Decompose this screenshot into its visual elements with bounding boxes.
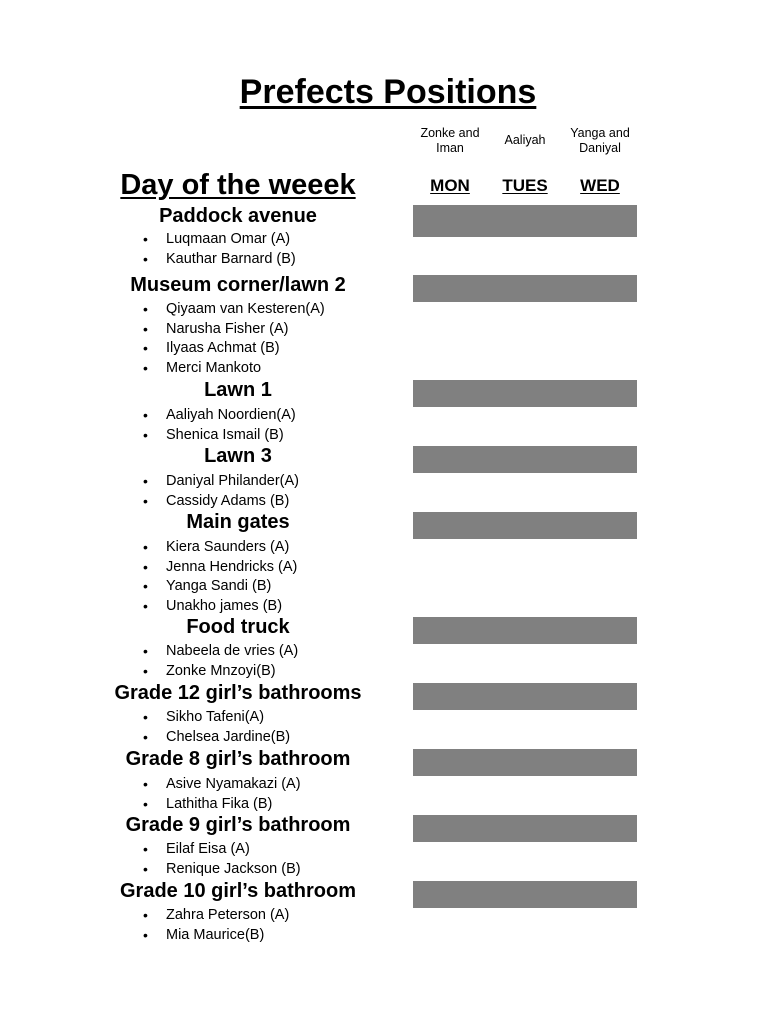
prefect-list [143,708,290,747]
prefect-item [143,708,290,728]
prefect-name: Aaliyah Noordien(A) [166,407,296,423]
prefect-name: Sikho Tafeni(A) [166,709,265,725]
schedule-bar [413,617,637,644]
bullet-icon: • [143,643,148,659]
bullet-icon: • [143,473,148,489]
prefect-item [143,840,301,860]
schedule-bar [413,683,637,710]
prefect-list [143,642,298,681]
bullet-icon: • [143,860,148,877]
prefect-item [143,775,301,795]
location-heading: Food truck [186,616,290,638]
prefect-item [143,577,297,597]
prefect-item [143,860,301,880]
schedule-bar [413,380,637,407]
prefect-item [143,492,299,512]
bullet-icon: • [143,907,148,923]
prefect-name: Lathitha Fika (B) [166,795,273,812]
prefect-item [143,597,297,617]
prefect-item [143,926,289,946]
prefect-list [143,300,325,379]
bullet-icon: • [143,231,148,247]
schedule-bar [413,749,637,776]
person-label-wed: Yanga and Daniyal [570,126,630,155]
prefect-list [143,472,299,511]
bullet-icon: • [143,320,148,337]
prefect-item [143,906,289,926]
prefect-item [143,250,296,270]
location-heading: Main gates [186,511,290,533]
prefect-name: Asive Nyamakazi (A) [166,776,301,792]
prefect-item [143,230,296,250]
prefect-item [143,538,297,558]
prefect-item [143,472,299,492]
prefect-name: Nabeela de vries (A) [166,643,299,659]
location-heading: Museum corner/lawn 2 [130,274,346,296]
prefect-item [143,662,298,682]
prefect-list [143,775,301,814]
prefect-name: Luqmaan Omar (A) [166,231,291,247]
prefect-name: Kiera Saunders (A) [166,539,290,555]
bullet-icon: • [143,598,148,615]
prefect-list [143,230,296,269]
prefect-name: Renique Jackson (B) [166,860,301,877]
prefect-name: Mia Maurice(B) [166,926,265,943]
bullet-icon: • [143,360,148,377]
prefect-name: Ilyaas Achmat (B) [166,340,280,357]
bullet-icon: • [143,662,148,679]
location-heading: Lawn 3 [204,445,272,467]
person-label-mon: Zonke and Iman [420,126,480,155]
day-of-week-heading: Day of the weeek [120,169,356,201]
bullet-icon: • [143,340,148,357]
prefect-name: Shenica Ismail (B) [166,426,284,443]
bullet-icon: • [143,578,148,595]
bullet-icon: • [143,407,148,423]
person-label-tues: Aaliyah [504,133,546,147]
location-heading: Grade 8 girl’s bathroom [125,748,351,770]
prefect-item [143,728,290,748]
schedule-bar [413,881,637,908]
prefect-name: Cassidy Adams (B) [166,492,290,509]
bullet-icon: • [143,426,148,443]
prefect-name: Chelsea Jardine(B) [166,728,291,745]
day-label-tues: TUES [502,176,548,195]
location-heading: Grade 9 girl’s bathroom [125,814,351,836]
schedule-bar [413,512,637,539]
bullet-icon: • [143,926,148,943]
schedule-bar [413,446,637,473]
prefect-item [143,426,296,446]
prefect-item [143,339,325,359]
prefect-name: Eilaf Eisa (A) [166,841,250,857]
schedule-bar [413,205,637,237]
prefect-item [143,320,325,340]
bullet-icon: • [143,728,148,745]
bullet-icon: • [143,709,148,725]
prefect-name: Unakho james (B) [166,598,283,615]
prefect-name: Yanga Sandi (B) [166,578,272,595]
schedule-bar [413,815,637,842]
bullet-icon: • [143,250,148,267]
prefect-name: Merci Mankoto [166,360,262,377]
prefect-item [143,558,297,578]
prefect-list [143,406,296,445]
prefect-item [143,795,301,815]
prefect-item [143,406,296,426]
location-heading: Grade 12 girl’s bathrooms [114,682,362,704]
prefect-item [143,300,325,320]
bullet-icon: • [143,795,148,812]
schedule-bar [413,275,637,302]
bullet-icon: • [143,776,148,792]
day-label-wed: WED [580,176,620,195]
prefect-item [143,359,325,379]
bullet-icon: • [143,301,148,317]
prefect-list [143,840,301,879]
bullet-icon: • [143,841,148,857]
location-heading: Lawn 1 [204,379,272,401]
prefect-list [143,906,289,945]
location-heading: Paddock avenue [159,205,317,227]
prefect-name: Zonke Mnzoyi(B) [166,662,276,679]
bullet-icon: • [143,492,148,509]
prefect-list [143,538,297,617]
bullet-icon: • [143,539,148,555]
bullet-icon: • [143,558,148,575]
prefect-name: Narusha Fisher (A) [166,320,289,337]
prefect-name: Jenna Hendricks (A) [166,558,298,575]
prefect-name: Daniyal Philander(A) [166,473,299,489]
prefect-item [143,642,298,662]
prefect-name: Zahra Peterson (A) [166,907,290,923]
page-title: Prefects Positions [239,73,537,111]
day-label-mon: MON [430,176,470,195]
prefect-name: Kauthar Barnard (B) [166,250,296,267]
prefect-name: Qiyaam van Kesteren(A) [166,301,325,317]
location-heading: Grade 10 girl’s bathroom [120,880,356,902]
